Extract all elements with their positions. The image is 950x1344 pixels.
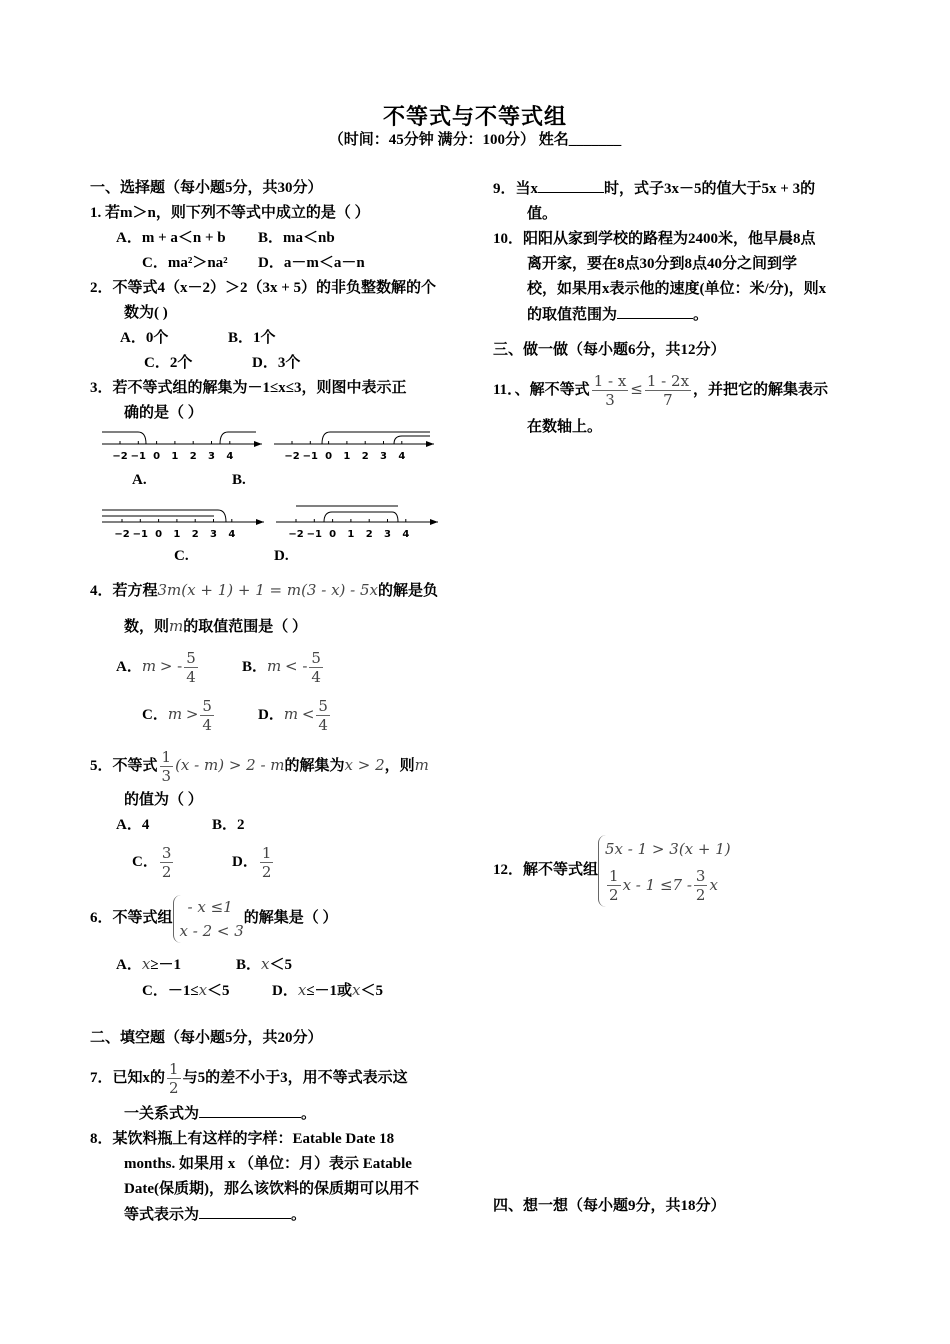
page-title: 不等式与不等式组 (382, 104, 567, 129)
q2-options-cd (90, 351, 460, 376)
tick-label: 2 (365, 529, 373, 540)
q1-stem: 1. 若m＞n，则下列不等式中成立的是（ ） (90, 205, 370, 221)
tick-label: −2 (112, 451, 128, 462)
q10-line-1: 10．阳阳从家到学校的路程为2400米，他早晨8点 (493, 231, 816, 247)
q5-option-b: B．2 (212, 817, 245, 833)
q6-options-cd (90, 978, 460, 1004)
left-column (90, 176, 460, 1228)
q11-line-2: 在数轴上。 (527, 419, 603, 435)
q4-equation: 3m(x + 1) + 1 = m(3 - x) - 5x (157, 581, 378, 599)
q4-var-m: m (169, 617, 184, 635)
q1-option-a: A．m + a＜n + b (116, 230, 226, 246)
q6-options-ab (90, 952, 460, 978)
q8-answer-blank[interactable] (199, 1202, 291, 1219)
tick-label: −1 (130, 451, 146, 462)
tick-label: −1 (302, 451, 318, 462)
q1-options-cd (90, 251, 460, 276)
q8-line-1: 8．某饮料瓶上有这样的字样：Eatable Date 18 (90, 1131, 395, 1147)
q10-line-3: 校，如果用x表示他的速度(单位：米/分)，则x (527, 281, 827, 297)
q2-option-a: A．0个 (120, 330, 169, 346)
tick-label: 4 (228, 529, 236, 540)
q3-label-d: D. (274, 548, 289, 564)
tick-label: 2 (361, 451, 369, 462)
q8-line-3: Date(保质期)，那么该饮料的保质期可以用不 (124, 1181, 419, 1197)
q4-line2-b: 的取值范围是（ ） (183, 619, 308, 635)
section-heading-2: 二、填空题（每小题5分，共20分） (90, 1030, 323, 1046)
tick-label: 3 (384, 529, 391, 540)
section-heading-3: 三、做一做（每小题6分，共12分） (493, 342, 726, 358)
tick-label: 3 (380, 451, 387, 462)
q5-option-d: D． $\frac{1}{2}$ (232, 844, 272, 882)
q9-line-1: 9．当x 时，式子3x－5的值大于5x + 3的 (493, 176, 863, 202)
q10-answer-blank[interactable] (617, 302, 693, 319)
tick-label: 1 (343, 451, 351, 462)
q5-options-ab (90, 813, 460, 838)
q6-option-c: C．－1≤x＜5 (142, 981, 230, 999)
tick-label: 0 (325, 451, 333, 462)
q5-option-c: C． $\frac{3}{2}$ (132, 844, 172, 882)
q4-option-b: B．m < - $\frac{5}{4}$ (242, 649, 321, 687)
q7-line-2: 一关系式为 。 (90, 1101, 460, 1127)
q8-line-4: 等式表示为 。 (90, 1202, 460, 1228)
tick-label: −1 (306, 529, 322, 540)
q3-number-lines (96, 426, 466, 578)
q4-options-cd (90, 690, 460, 738)
tick-label: 2 (189, 451, 197, 462)
q8-line-2: months. 如果用 x （单位：月）表示 Eatable (124, 1156, 412, 1172)
q10-line-4: 的取值范围为 。 (493, 302, 863, 328)
q4-suffix: 的解是负 (378, 583, 439, 599)
q1-options-ab (90, 226, 460, 251)
tick-label: −2 (114, 529, 130, 540)
q5-line-2: 的值为（ ） (124, 792, 203, 808)
tick-label: 0 (153, 451, 161, 462)
q3-label-c: C. (174, 548, 189, 564)
q12-line: 12．解不等式组 5x - 1 > 3(x + 1) $\frac{1}{2}$ x - 1 ≤7 - $\frac{3}{2}$ x (493, 832, 731, 908)
q7-answer-blank[interactable] (199, 1101, 301, 1118)
q4-line-2 (90, 614, 460, 640)
q4-line2-a: 数，则 (124, 619, 170, 635)
tick-label: 1 (171, 451, 179, 462)
tick-label: 0 (329, 529, 337, 540)
q2-stem-1: 2．不等式4（x－2）＞2（3x + 5）的非负整数解的个 (90, 280, 437, 296)
tick-label: 3 (208, 451, 215, 462)
line-d-arc (324, 512, 398, 522)
q5-line-1: 5．不等式 $\frac{1}{3}$ (x - m) > 2 - m的解集为x > 2，则m (90, 748, 429, 786)
q4-prefix: 4．若方程 (90, 583, 158, 599)
q2-stem-2: 数为( ) (124, 305, 168, 321)
q4-options-ab (90, 642, 460, 690)
line-a-arc-right (220, 432, 256, 444)
q3-stem-1: 3．若不等式组的解集为－1≤x≤3，则图中表示正 (90, 380, 407, 396)
tick-label: −1 (132, 529, 148, 540)
tick-label: −2 (284, 451, 300, 462)
q6-system: - x ≤1 x - 2 < 3 (173, 895, 244, 943)
q9-answer-blank[interactable] (538, 176, 604, 193)
q4-option-c: C．m > $\frac{5}{4}$ (142, 697, 212, 735)
q6-line-1: 6．不等式组 - x ≤1 x - 2 < 3 的解集是（ ） (90, 890, 460, 946)
q1-option-c: C．ma²＞na² (142, 255, 228, 271)
q3-label-a: A. (132, 472, 147, 488)
line-b-arc-1 (322, 432, 430, 444)
q11-line-1: 11．、解不等式 $\frac{1 - x}{3}$ ≤ $\frac{1 - 2x}{7}$ ，并把它的解集表示 (493, 372, 829, 410)
q1-option-d: D．a－m＜a－n (258, 255, 365, 271)
tick-label: 1 (347, 529, 355, 540)
q3-stem-2: 确的是（ ） (124, 405, 203, 421)
q2-options-ab (90, 326, 460, 351)
q4-option-d: D．m < $\frac{5}{4}$ (258, 697, 328, 735)
tick-label: 1 (173, 529, 181, 540)
q5-options-cd (90, 838, 460, 886)
q7-line-1: 7．已知x的 $\frac{1}{2}$ 与5的差不小于3，用不等式表示这 (90, 1060, 408, 1098)
tick-label: −2 (288, 529, 304, 540)
q6-option-d: D．x≤－1或x＜5 (272, 981, 384, 999)
q9-line-2: 值。 (527, 206, 558, 222)
q4-line-1 (90, 578, 460, 604)
page-subtitle: （时间：45分钟 满分：100分） 姓名_______ (328, 132, 622, 148)
q1-option-b: B．ma＜nb (258, 230, 335, 246)
tick-label: 3 (210, 529, 217, 540)
tick-label: 2 (191, 529, 199, 540)
section-heading-1: 一、选择题（每小题5分，共30分） (90, 180, 323, 196)
q3-label-b: B. (232, 472, 246, 488)
q6-option-b: B．x＜5 (236, 955, 292, 973)
q12-system: 5x - 1 > 3(x + 1) $\frac{1}{2}$ x - 1 ≤7 - $\frac{3}{2}$ x (598, 835, 731, 907)
line-b-arc-2 (394, 436, 430, 444)
q5-option-a: A．4 (116, 817, 150, 833)
section-heading-4: 四、想一想（每小题9分，共18分） (493, 1198, 726, 1214)
tick-label: 4 (226, 451, 234, 462)
right-column (493, 176, 863, 1214)
q2-option-d: D．3个 (252, 355, 301, 371)
tick-label: 0 (155, 529, 163, 540)
line-a-arc-left (102, 432, 146, 444)
q2-option-c: C．2个 (144, 355, 193, 371)
q2-option-b: B．1个 (228, 330, 276, 346)
tick-label: 4 (398, 451, 406, 462)
q4-option-a: A．m > - $\frac{5}{4}$ (116, 649, 196, 687)
tick-label: 4 (402, 529, 410, 540)
q10-line-2: 离开家，要在8点30分到8点40分之间到学 (527, 256, 798, 272)
q6-option-a: A．x≥－1 (116, 955, 182, 973)
